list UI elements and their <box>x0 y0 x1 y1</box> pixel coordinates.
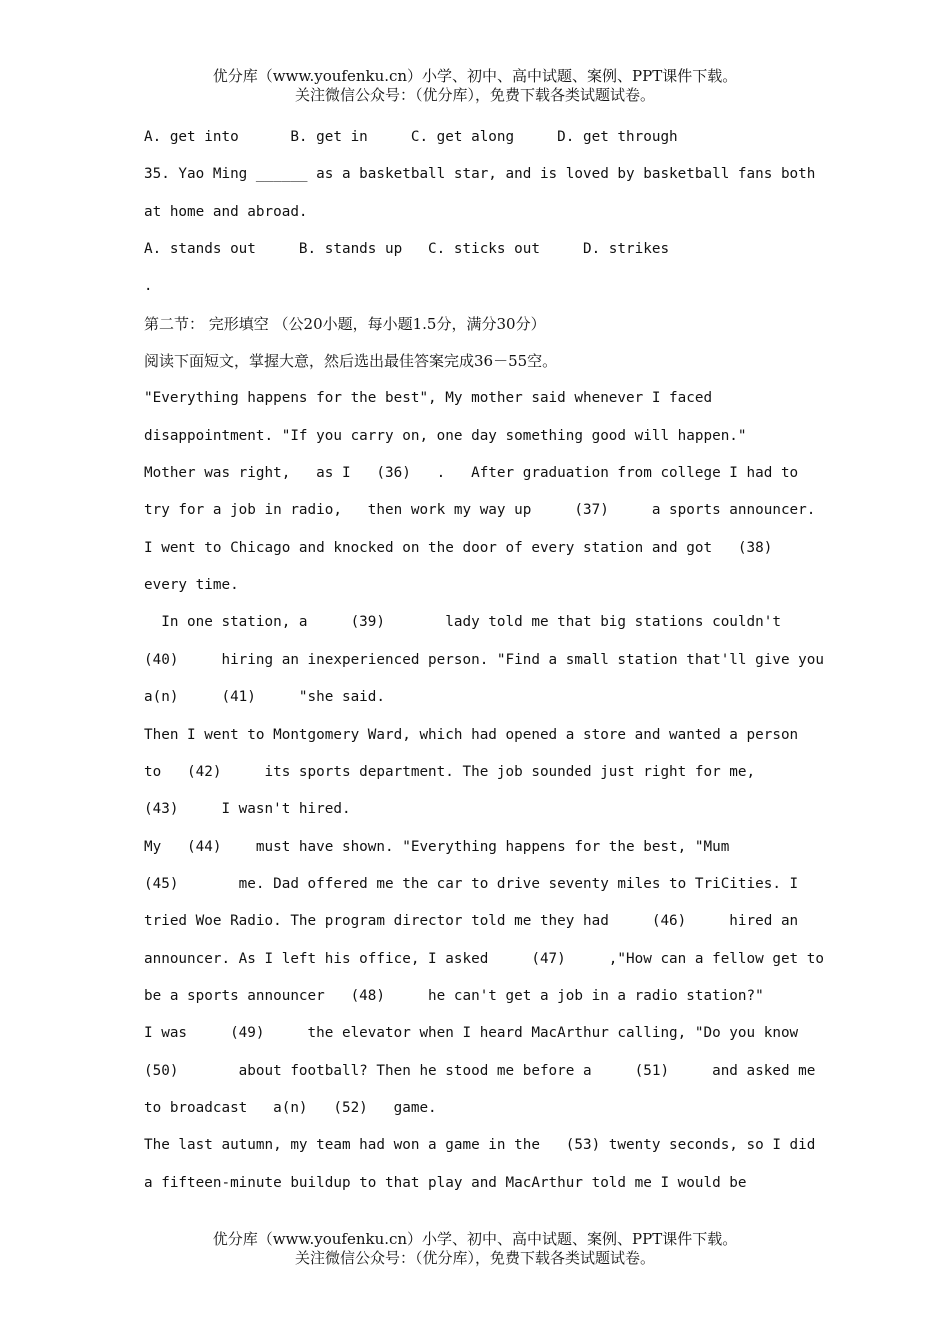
passage-line: try for a job in radio, then work my way up (37) a sports announcer. <box>144 502 816 519</box>
footer-line-2: 关注微信公众号：（优分库），免费下载各类试题试卷。 <box>294 1249 655 1267</box>
passage-line: (43) I wasn't hired. <box>144 801 351 818</box>
q35-options: A. stands out B. stands up C. sticks out D. strikes <box>144 241 670 258</box>
passage-line: to broadcast a(n) (52) game. <box>144 1099 437 1116</box>
passage-line: announcer. As I left his office, I asked (47) ,"How can a fellow get to <box>144 950 824 967</box>
passage-line: to (42) its sports department. The job sounded just right for me, <box>144 763 756 780</box>
passage-line: (50) about football? Then he stood me before a (51) and asked me <box>144 1062 816 1079</box>
page-header <box>0 67 950 105</box>
passage-line: In one station, a (39) lady told me that big stations couldn't <box>144 614 781 631</box>
passage-line: a fifteen-minute buildup to that play and MacArthur told me I would be <box>144 1174 747 1191</box>
passage-line: My (44) must have shown. "Everything happens for the best, "Mum <box>144 838 730 855</box>
passage-line: The last autumn, my team had won a game in the (53) twenty seconds, so I did <box>144 1137 816 1154</box>
passage-line: "Everything happens for the best", My mother said whenever I faced <box>144 390 713 407</box>
passage-line: every time. <box>144 577 239 594</box>
passage-line: (40) hiring an inexperienced person. "Find a small station that'll give you <box>144 651 824 668</box>
q35-stem-cont: at home and abroad. <box>144 203 308 220</box>
q35-stem: 35. Yao Ming ______ as a basketball star, and is loved by basketball fans both <box>144 166 816 183</box>
passage-line: (45) me. Dad offered me the car to drive seventy miles to TriCities. I <box>144 875 799 892</box>
passage-line: I was (49) the elevator when I heard MacArthur calling, "Do you know <box>144 1025 799 1042</box>
header-line-2: 关注微信公众号：（优分库），免费下载各类试题试卷。 <box>294 86 655 104</box>
passage-line: Then I went to Montgomery Ward, which had opened a store and wanted a person <box>144 726 799 743</box>
section-title: 第二节： 完形填空 （公20小题，每小题1.5分，满分30分） <box>144 314 546 333</box>
page-footer <box>0 1230 950 1268</box>
header-line-1: 优分库（www.youfenku.cn）小学、初中、高中试题、案例、PPT课件下载。 <box>212 67 738 85</box>
section-instructions: 阅读下面短文，掌握大意，然后选出最佳答案完成36－55空。 <box>144 352 558 371</box>
passage-line: tried Woe Radio. The program director told me they had (46) hired an <box>144 913 799 930</box>
passage-line: Mother was right, as I (36) . After graduation from college I had to <box>144 465 799 482</box>
footer-line-1: 优分库（www.youfenku.cn）小学、初中、高中试题、案例、PPT课件下载。 <box>212 1230 738 1248</box>
passage-line: disappointment. "If you carry on, one day something good will happen." <box>144 427 747 444</box>
stray-dot: . <box>144 278 153 295</box>
q34-options: A. get into B. get in C. get along D. get through <box>144 129 678 145</box>
passage-line: I went to Chicago and knocked on the door of every station and got (38) <box>144 539 773 556</box>
passage-line: a(n) (41) "she said. <box>144 689 386 706</box>
passage-line: be a sports announcer (48) he can't get a job in a radio station?" <box>144 987 764 1004</box>
document-body <box>144 127 824 1210</box>
